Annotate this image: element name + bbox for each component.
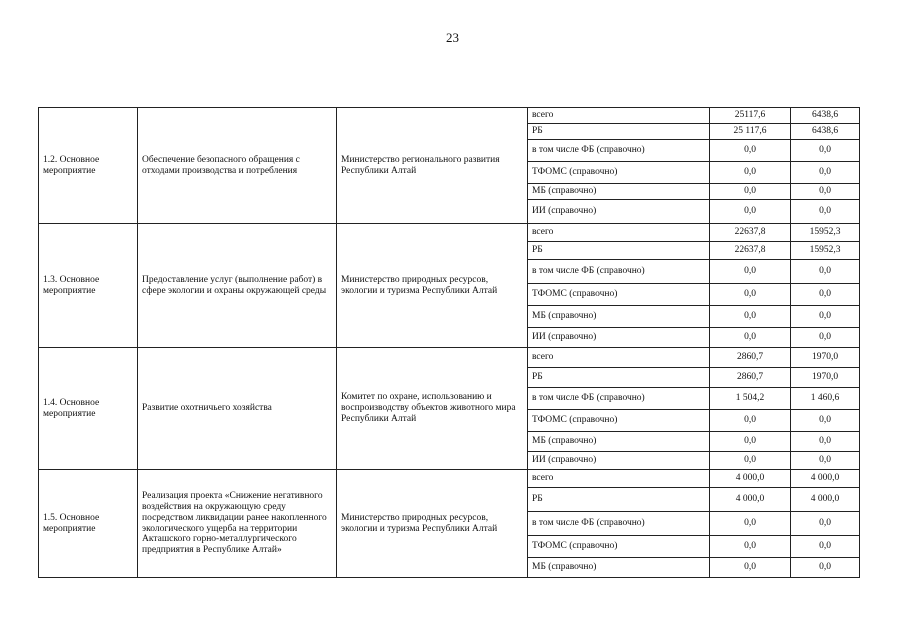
value-year-2: 0,0 xyxy=(791,162,860,184)
value-year-2: 0,0 xyxy=(791,200,860,224)
funding-source: МБ (справочно) xyxy=(528,184,710,200)
value-year-2: 0,0 xyxy=(791,452,860,470)
value-year-2: 0,0 xyxy=(791,536,860,558)
funding-source: ИИ (справочно) xyxy=(528,200,710,224)
value-year-1: 25 117,6 xyxy=(710,124,791,140)
funding-source: в том числе ФБ (справочно) xyxy=(528,512,710,536)
funding-source: всего xyxy=(528,108,710,124)
activity-name: Реализация проекта «Снижение негативного воздействия на окружающую среду посредством ликвидации ранее накопленного экологического ущерба на территории Акташского горно-металлургического предприятия в Республике Алтай» xyxy=(138,470,337,578)
value-year-2: 0,0 xyxy=(791,410,860,432)
value-year-1: 25117,6 xyxy=(710,108,791,124)
value-year-2: 15952,3 xyxy=(791,224,860,242)
table-row xyxy=(39,348,860,368)
value-year-1: 0,0 xyxy=(710,284,791,306)
value-year-1: 0,0 xyxy=(710,184,791,200)
value-year-1: 22637,8 xyxy=(710,242,791,260)
value-year-1: 0,0 xyxy=(710,536,791,558)
value-year-2: 0,0 xyxy=(791,284,860,306)
funding-source: в том числе ФБ (справочно) xyxy=(528,140,710,162)
funding-source: ТФОМС (справочно) xyxy=(528,284,710,306)
activity-code: 1.2. Основное мероприятие xyxy=(39,108,138,224)
funding-source: МБ (справочно) xyxy=(528,432,710,452)
activity-name: Обеспечение безопасного обращения с отходами производства и потребления xyxy=(138,108,337,224)
value-year-1: 0,0 xyxy=(710,452,791,470)
activity-code: 1.4. Основное мероприятие xyxy=(39,348,138,470)
funding-source: в том числе ФБ (справочно) xyxy=(528,388,710,410)
activity-name: Развитие охотничьего хозяйства xyxy=(138,348,337,470)
value-year-2: 6438,6 xyxy=(791,124,860,140)
value-year-1: 0,0 xyxy=(710,512,791,536)
value-year-1: 4 000,0 xyxy=(710,488,791,512)
funding-source: ТФОМС (справочно) xyxy=(528,162,710,184)
value-year-1: 0,0 xyxy=(710,558,791,578)
value-year-1: 0,0 xyxy=(710,140,791,162)
funding-source: МБ (справочно) xyxy=(528,306,710,328)
value-year-1: 0,0 xyxy=(710,328,791,348)
value-year-2: 0,0 xyxy=(791,260,860,284)
activity-executor: Министерство регионального развития Республики Алтай xyxy=(337,108,528,224)
value-year-1: 2860,7 xyxy=(710,368,791,388)
activity-name: Предоставление услуг (выполнение работ) в сфере экологии и охраны окружающей среды xyxy=(138,224,337,348)
activity-code: 1.3. Основное мероприятие xyxy=(39,224,138,348)
value-year-2: 4 000,0 xyxy=(791,488,860,512)
value-year-2: 0,0 xyxy=(791,432,860,452)
value-year-1: 0,0 xyxy=(710,162,791,184)
value-year-1: 1 504,2 xyxy=(710,388,791,410)
funding-source: РБ xyxy=(528,242,710,260)
value-year-2: 0,0 xyxy=(791,558,860,578)
value-year-1: 0,0 xyxy=(710,410,791,432)
funding-source: РБ xyxy=(528,368,710,388)
activity-code: 1.5. Основное мероприятие xyxy=(39,470,138,578)
value-year-2: 4 000,0 xyxy=(791,470,860,488)
value-year-1: 2860,7 xyxy=(710,348,791,368)
value-year-2: 1 460,6 xyxy=(791,388,860,410)
table-row xyxy=(39,470,860,488)
value-year-1: 0,0 xyxy=(710,260,791,284)
table-row xyxy=(39,108,860,124)
funding-source: всего xyxy=(528,224,710,242)
funding-source: ИИ (справочно) xyxy=(528,328,710,348)
activity-executor: Комитет по охране, использованию и воспроизводству объектов животного мира Республики Алтай xyxy=(337,348,528,470)
value-year-2: 0,0 xyxy=(791,512,860,536)
value-year-1: 0,0 xyxy=(710,432,791,452)
value-year-1: 4 000,0 xyxy=(710,470,791,488)
value-year-2: 0,0 xyxy=(791,140,860,162)
page-number: 23 xyxy=(446,30,459,45)
value-year-2: 0,0 xyxy=(791,184,860,200)
activity-executor: Министерство природных ресурсов, экологии и туризма Республики Алтай xyxy=(337,224,528,348)
funding-source: МБ (справочно) xyxy=(528,558,710,578)
value-year-2: 15952,3 xyxy=(791,242,860,260)
funding-source: всего xyxy=(528,348,710,368)
funding-source: РБ xyxy=(528,488,710,512)
value-year-2: 0,0 xyxy=(791,328,860,348)
funding-source: в том числе ФБ (справочно) xyxy=(528,260,710,284)
value-year-2: 0,0 xyxy=(791,306,860,328)
value-year-1: 0,0 xyxy=(710,306,791,328)
funding-source: ТФОМС (справочно) xyxy=(528,410,710,432)
activity-executor: Министерство природных ресурсов, экологии и туризма Республики Алтай xyxy=(337,470,528,578)
funding-source: всего xyxy=(528,470,710,488)
value-year-2: 1970,0 xyxy=(791,348,860,368)
value-year-1: 0,0 xyxy=(710,200,791,224)
funding-source: ТФОМС (справочно) xyxy=(528,536,710,558)
table-row xyxy=(39,224,860,242)
funding-source: РБ xyxy=(528,124,710,140)
value-year-2: 6438,6 xyxy=(791,108,860,124)
funding-source: ИИ (справочно) xyxy=(528,452,710,470)
budget-table xyxy=(38,107,860,578)
value-year-2: 1970,0 xyxy=(791,368,860,388)
value-year-1: 22637,8 xyxy=(710,224,791,242)
